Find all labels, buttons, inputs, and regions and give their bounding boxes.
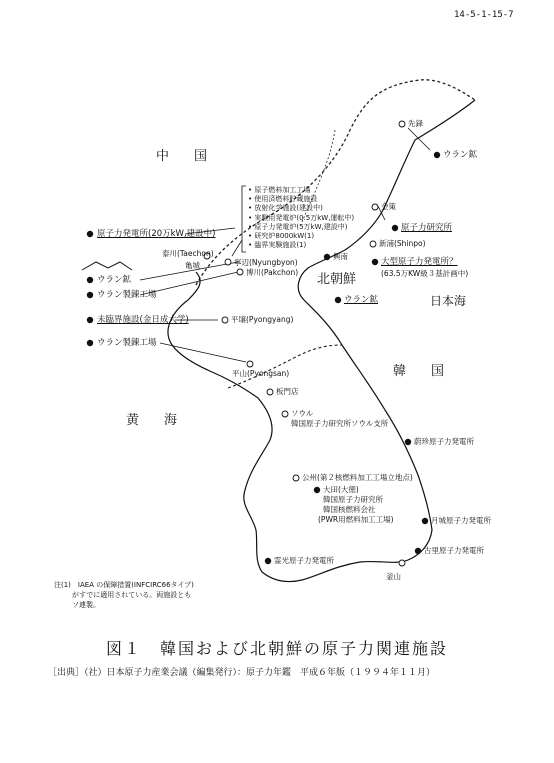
label-uranium-ne: ウラン鉱 <box>443 150 478 160</box>
yongbyon-bracket <box>242 186 246 252</box>
place-pyongsan: 平山(Pyongsan) <box>232 369 290 378</box>
place-sonbong: 先鋒 <box>408 119 423 128</box>
yongbyon-item: • 原子力発電炉(5万kW,建設中) <box>248 222 348 231</box>
label-refinery-1: ウラン製錬工場 <box>97 290 157 300</box>
label-research-institute: 原子力研究所 <box>401 223 453 233</box>
label-wolsong: 蔚珍原子力発電所 <box>414 437 474 446</box>
place-busan: 釜山 <box>386 572 401 581</box>
point-kimchaek <box>372 204 378 210</box>
point-sonbong <box>399 121 405 127</box>
label-daejeon-institute: 韓国原子力研究所 <box>323 495 383 504</box>
label-large-plant-note: (63.5万KW級３基計画中) <box>381 269 469 278</box>
point-research-inst <box>392 225 398 231</box>
point-panmunjom <box>267 389 273 395</box>
point-busan <box>399 560 405 566</box>
yongbyon-item: • 研究炉8000kW(1) <box>248 232 315 241</box>
place-pyongyang: 平壌(Pyongyang) <box>231 315 294 324</box>
point-power-plant <box>87 231 93 237</box>
label-unknown-facility: 未臨界施設(金日成大学) <box>97 315 189 325</box>
point-nyungbyon <box>225 259 231 265</box>
west-coast-islands <box>82 262 132 270</box>
place-kimchaek: 金策 <box>381 202 396 211</box>
page-id: 14-5-1-15-7 <box>454 10 514 20</box>
point-daejeon <box>314 487 320 493</box>
arrow-refinery-2 <box>160 343 246 362</box>
point-wolsong <box>405 439 411 445</box>
region-china: 中 国 <box>156 149 214 164</box>
point-uranium-ne <box>434 152 440 158</box>
yongbyon-item: • 臨界実験施設(1) <box>248 241 307 250</box>
figure-source: ［出典］（社）日本原子力産業会議（編集発行）：原子力年鑑 平成６年版（１９９４年１１月） <box>48 668 436 678</box>
point-kongju <box>293 475 299 481</box>
dmz <box>228 345 342 388</box>
point-seoul <box>282 411 288 417</box>
label-large-plant: 大型原子力発電所？ <box>381 257 458 267</box>
region-yellow-sea: 黄 海 <box>126 413 184 428</box>
point-pakchon <box>237 269 243 275</box>
point-uranium-mine <box>87 277 93 283</box>
point-pyongsan <box>247 361 253 367</box>
point-refinery-1 <box>87 292 93 298</box>
yongbyon-item: • 使用済燃料貯蔵施設 <box>248 195 318 204</box>
yongbyon-item: • 実験用発電炉(0.5万kW,運転中) <box>248 213 355 222</box>
place-seoul: ソウル <box>291 409 314 418</box>
region-sea-of-japan: 日本海 <box>430 294 467 308</box>
label-uranium-e: ウラン鉱 <box>344 295 379 305</box>
label-seoul-institute: 韓国原子力研究所ソウル支所 <box>291 419 389 428</box>
place-nyungbyon: 寧辺(Nyungbyon) <box>234 258 298 267</box>
label-power-plant: 原子力発電所(20万kW,建設中) <box>97 229 216 239</box>
point-refinery-2 <box>87 340 93 346</box>
point-unknown <box>87 317 93 323</box>
label-wolsong2: 月城原子力発電所 <box>431 516 491 525</box>
point-shinpo <box>370 241 376 247</box>
legend-line: ソ連製。 <box>72 601 100 609</box>
place-panmunjom: 板門店 <box>276 387 299 396</box>
place-daejeon: 大田(大徳) <box>323 485 359 494</box>
place-pakchon: 博川(Pakchon) <box>246 268 299 277</box>
point-uranium-e <box>335 297 341 303</box>
point-large-plant <box>372 259 378 265</box>
place-shinpo: 新浦(Shinpo) <box>379 239 426 248</box>
label-daejeon-fuel: 韓国核燃料会社 <box>323 505 376 514</box>
coastline <box>168 100 478 582</box>
point-pyongyang <box>222 317 228 323</box>
yongbyon-pointer <box>232 240 242 256</box>
place-hungnam: 興南 <box>333 252 348 261</box>
figure-caption: 図１ 韓国および北朝鮮の原子力関連施設 <box>105 639 448 658</box>
label-kori: 古里原子力発電所 <box>424 546 484 555</box>
yongbyon-item: • 原子燃料加工工場 <box>248 186 311 194</box>
legend-line: がすでに適用されている。両施設とも <box>72 591 192 599</box>
place-taechon: 泰川(Taechon) <box>162 249 214 258</box>
place-kongju: 公州(第２核燃料加工工場立地点) <box>302 473 413 482</box>
point-yonggwang <box>265 558 271 564</box>
label-daejeon-pwr: (PWR用燃料加工工場) <box>318 515 394 524</box>
point-kori <box>415 548 421 554</box>
region-north-korea: 北朝鮮 <box>317 272 357 287</box>
legend-line: 注(1) IAEA の保障措置(INFCIRC66タイプ) <box>54 581 194 589</box>
point-wolsong2 <box>422 518 428 524</box>
yongbyon-item: • 放射化学施設(建設中) <box>248 204 323 213</box>
point-hungnam <box>324 254 330 260</box>
label-refinery-2: ウラン製錬工場 <box>97 338 157 348</box>
legend-note <box>54 580 194 610</box>
region-south-korea: 韓 国 <box>393 364 451 379</box>
place-kusong: 亀城 <box>185 261 200 270</box>
label-uranium-mine: ウラン鉱 <box>97 275 132 285</box>
yongbyon-facility-list <box>248 186 354 250</box>
label-yonggwang: 霊光原子力発電所 <box>274 556 334 565</box>
